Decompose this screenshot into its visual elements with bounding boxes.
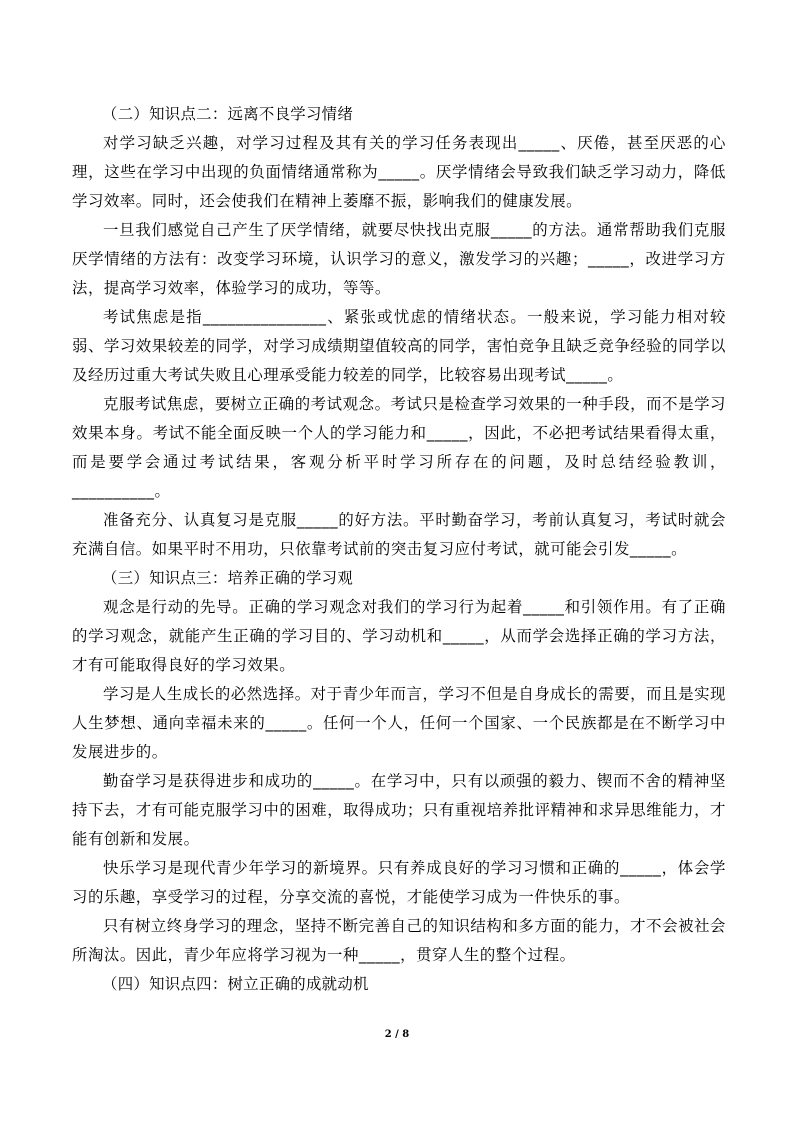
section-heading-3: （三）知识点三：培养正确的学习观	[102, 569, 354, 587]
section-heading-2: （二）知识点二：远离不良学习情绪	[102, 105, 354, 123]
paragraph: 考试焦虑是指_______________、紧张或忧虑的情绪状态。一般来说，学习能力相对较弱、学习效果较差的同学，对学习成绩期望值较高的同学，害怕竞争且缺乏竞争经验的同学以及经历过重大考试失败且心理承受能力较差的同学，比较容易出现考试_____。	[72, 308, 726, 384]
paragraph: 观念是行动的先导。正确的学习观念对我们的学习行为起着_____和引领作用。有了正确的学习观念，就能产生正确的学习目的、学习动机和_____，从而学会选择正确的学习方法，才有可能取得良好的学习效果。	[72, 598, 726, 674]
section-heading-4: （四）知识点四：树立正确的成就动机	[102, 975, 369, 993]
paragraph: 对学习缺乏兴趣，对学习过程及其有关的学习任务表现出_____、厌倦，甚至厌恶的心理，这些在学习中出现的负面情绪通常称为_____。厌学情绪会导致我们缺乏学习动力，降低学习效率。同时，还会使我们在精神上萎靡不振，影响我们的健康发展。	[72, 134, 726, 210]
paragraph: 只有树立终身学习的理念，坚持不断完善自己的知识结构和多方面的能力，才不会被社会所淘汰。因此，青少年应将学习视为一种_____，贯穿人生的整个过程。	[72, 917, 726, 964]
paragraph: 勤奋学习是获得进步和成功的_____。在学习中，只有以顽强的毅力、锲而不舍的精神坚持下去，才有可能克服学习中的困难，取得成功；只有重视培养批评精神和求异思维能力，才能有创新和发展。	[72, 772, 726, 848]
paragraph: 克服考试焦虑，要树立正确的考试观念。考试只是检查学习效果的一种手段，而不是学习效果本身。考试不能全面反映一个人的学习能力和_____，因此，不必把考试结果看得太重，而是要学会通过考试结果，客观分析平时学习所存在的问题，及时总结经验教训，__________。	[72, 395, 726, 500]
page-number: 2 / 8	[384, 1029, 410, 1040]
paragraph: 一旦我们感觉自己产生了厌学情绪，就要尽快找出克服_____的方法。通常帮助我们克服厌学情绪的方法有：改变学习环境，认识学习的意义，激发学习的兴趣；_____，改进学习方法，提高学习效率，体验学习的成功，等等。	[72, 221, 726, 297]
document-body	[72, 100, 726, 999]
paragraph: 快乐学习是现代青少年学习的新境界。只有养成良好的学习习惯和正确的_____，体会学习的乐趣，享受学习的过程，分享交流的喜悦，才能使学习成为一件快乐的事。	[72, 859, 726, 906]
paragraph: 学习是人生成长的必然选择。对于青少年而言，学习不但是自身成长的需要，而且是实现人生梦想、通向幸福未来的_____。任何一个人，任何一个国家、一个民族都是在不断学习中发展进步的。	[72, 685, 726, 761]
paragraph: 准备充分、认真复习是克服_____的好方法。平时勤奋学习，考前认真复习，考试时就会充满自信。如果平时不用功，只依靠考试前的突击复习应付考试，就可能会引发_____。	[72, 511, 726, 558]
